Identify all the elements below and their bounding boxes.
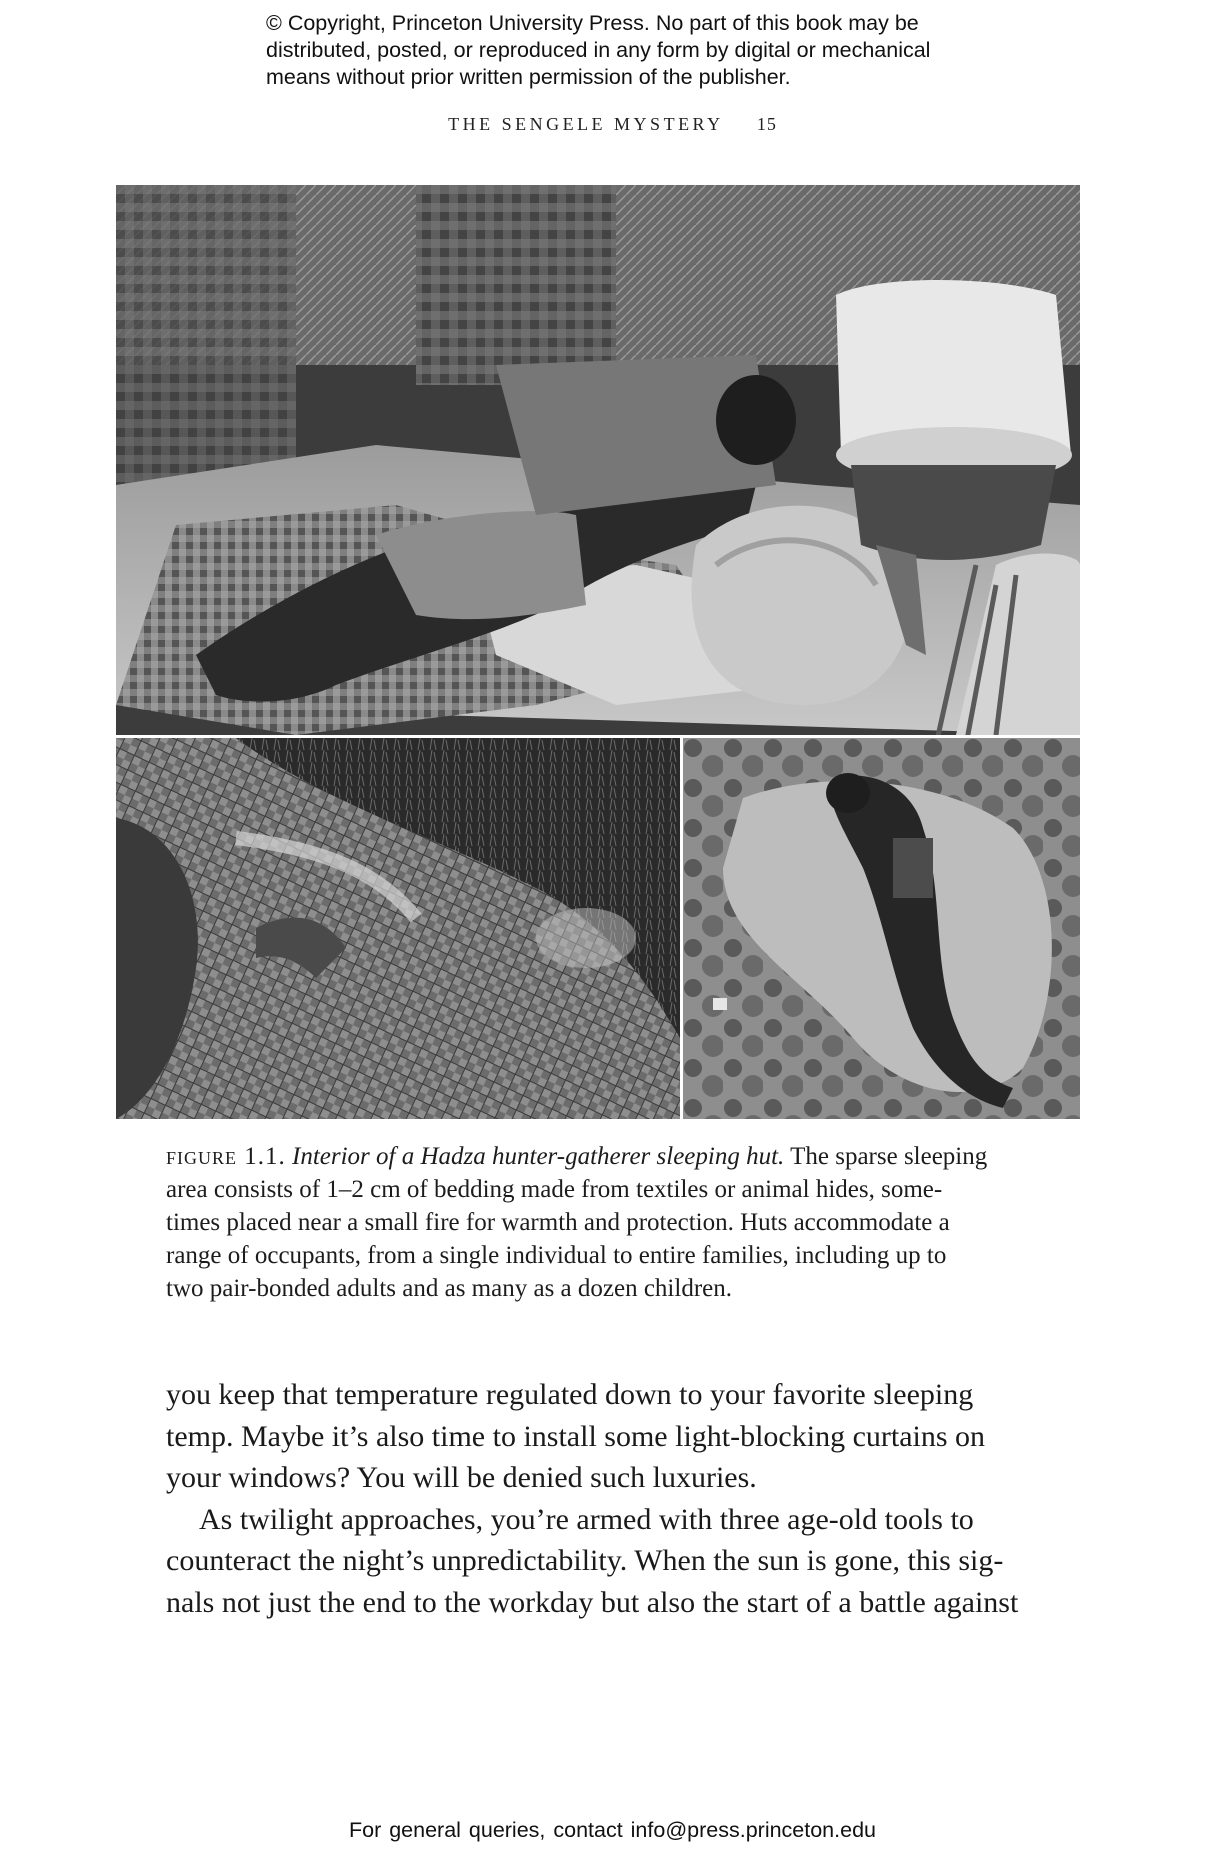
body-line: As twilight approaches, you’re armed with three age-old tools to — [199, 1502, 974, 1536]
body-text — [166, 1374, 1046, 1623]
photo-hut-interior — [116, 185, 1080, 735]
photo-hut-interior-image — [116, 185, 1080, 735]
figure-title: Interior of a Hadza hunter-gatherer sleeping hut. — [292, 1143, 785, 1170]
photo-woven-mat-image — [116, 738, 680, 1119]
photo-woven-mat — [116, 738, 680, 1119]
caption-line: range of occupants, from a single individual to entire families, including up to — [166, 1242, 947, 1269]
caption-line: area consists of 1–2 cm of bedding made from textiles or animal hides, some- — [166, 1176, 943, 1203]
figure-1-1 — [116, 185, 1080, 1119]
photo-person-on-hide-image — [683, 738, 1080, 1119]
photo-person-on-hide — [683, 738, 1080, 1119]
running-head-title: THE SENGELE MYSTERY — [448, 114, 723, 134]
copyright-line: © Copyright, Princeton University Press. No part of this book may be — [266, 11, 919, 35]
caption-line: times placed near a small fire for warmth and protection. Huts accommodate a — [166, 1209, 950, 1236]
body-line: counteract the night’s unpredictability. When the sun is gone, this sig- — [166, 1544, 1004, 1577]
body-line: your windows? You will be denied such luxuries. — [166, 1461, 757, 1494]
footer-contact: For general queries, contact info@press.princeton.edu — [348, 1818, 876, 1842]
caption-text: The sparse sleeping — [784, 1143, 988, 1170]
body-line: nals not just the end to the workday but also the start of a battle against — [166, 1585, 1019, 1619]
figure-label: figure 1.1. — [166, 1143, 286, 1170]
copyright-line: means without prior written permission of the publisher. — [266, 65, 791, 89]
copyright-notice — [266, 10, 1026, 91]
copyright-line: distributed, posted, or reproduced in any form by digital or mechanical — [266, 38, 931, 62]
body-line: you keep that temperature regulated down to your favorite sleeping — [166, 1378, 974, 1411]
running-head — [0, 114, 1225, 135]
caption-line: two pair-bonded adults and as many as a dozen children. — [166, 1275, 732, 1302]
caption-line — [166, 1140, 1046, 1173]
page-number: 15 — [756, 114, 777, 134]
body-line: temp. Maybe it’s also time to install some light-blocking curtains on — [166, 1419, 986, 1453]
figure-caption — [166, 1140, 1046, 1305]
